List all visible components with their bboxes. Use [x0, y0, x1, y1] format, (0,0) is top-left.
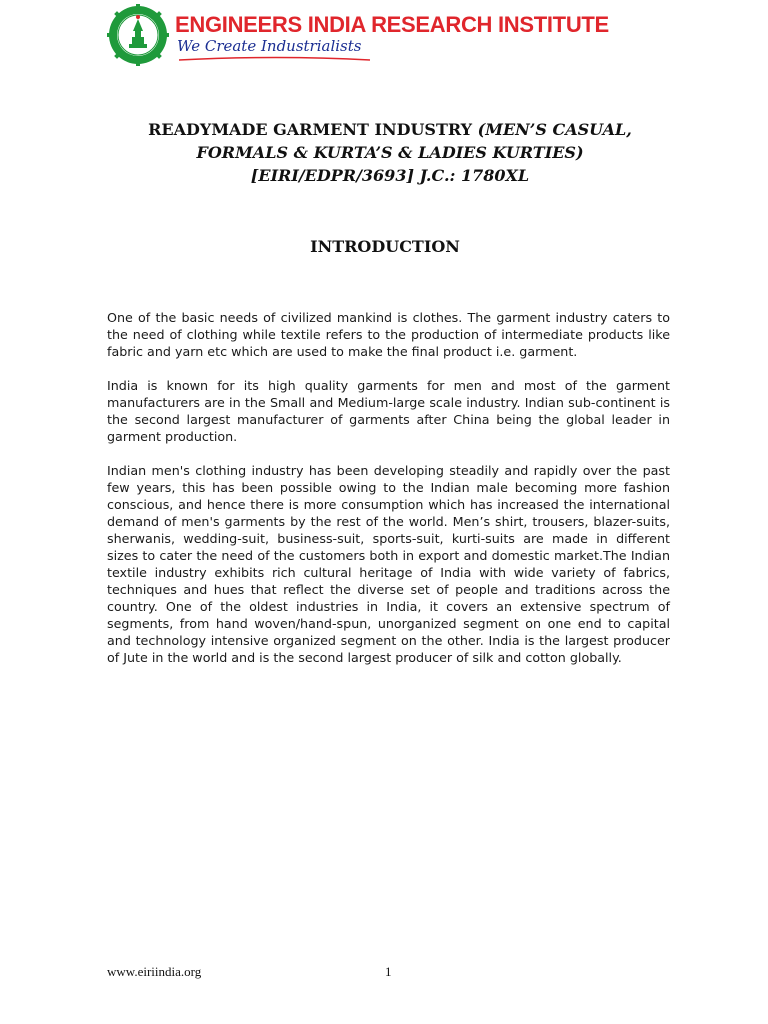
paragraph: India is known for its high quality garments for men and most of the garment manufacturers are in the Small and Medium-large scale industry. Indian sub-continent is the second largest manufacturer of garments after China being the global leader in garment production.: [107, 378, 670, 444]
brand-tagline: We Create Industrialists: [177, 37, 362, 55]
letterhead: [107, 4, 609, 68]
tagline-swoosh-icon: [177, 54, 372, 64]
section-heading-introduction: INTRODUCTION: [310, 237, 460, 256]
introduction-body: [107, 309, 670, 683]
document-title: [80, 118, 700, 187]
paragraph: One of the basic needs of civilized mankind is clothes. The garment industry caters to the need of clothing while textile refers to the production of intermediate products like fabric and yarn etc which are used to make the final product i.e. garment.: [107, 310, 670, 359]
footer-website-link[interactable]: www.eiriindia.org: [107, 964, 202, 979]
title-line-1-italic: (MEN’S CASUAL,: [477, 120, 632, 139]
footer-page-number: 1: [385, 964, 392, 979]
title-line-3: [EIRI/EDPR/3693] J.C.: 1780XL: [250, 166, 530, 185]
title-line-2: FORMALS & KURTA’S & LADIES KURTIES): [196, 143, 584, 162]
brand-name: ENGINEERS INDIA RESEARCH INSTITUTE: [175, 12, 609, 37]
title-line-1: [80, 118, 700, 141]
title-line-1-regular: READYMADE GARMENT INDUSTRY: [148, 120, 478, 139]
paragraph: Indian men's clothing industry has been developing steadily and rapidly over the past few years, this has been possible owing to the Indian male becoming more fashion conscious, and hence there is more consumption which has increased the international demand of men's garments by the rest of the world. Men’s shirt, trousers, blazer-suits, sherwanis, wedding-suit, business-suit, sports-suit, kurti-suits are made in different sizes to cater the need of the customers both in export and domestic market.The Indian textile industry exhibits rich cultural heritage of India with wide variety of fabrics, techniques and hues that reflect the diverse set of people and traditions across the country. One of the oldest industries in India, it covers an extensive spectrum of segments, from hand woven/hand-spun, unorganized segment on one end to capital and technology intensive organized segment on the other. India is the largest producer of Jute in the world and is the second largest producer of silk and cotton globally.: [107, 463, 670, 665]
eiri-seal-logo-icon: [107, 4, 169, 66]
